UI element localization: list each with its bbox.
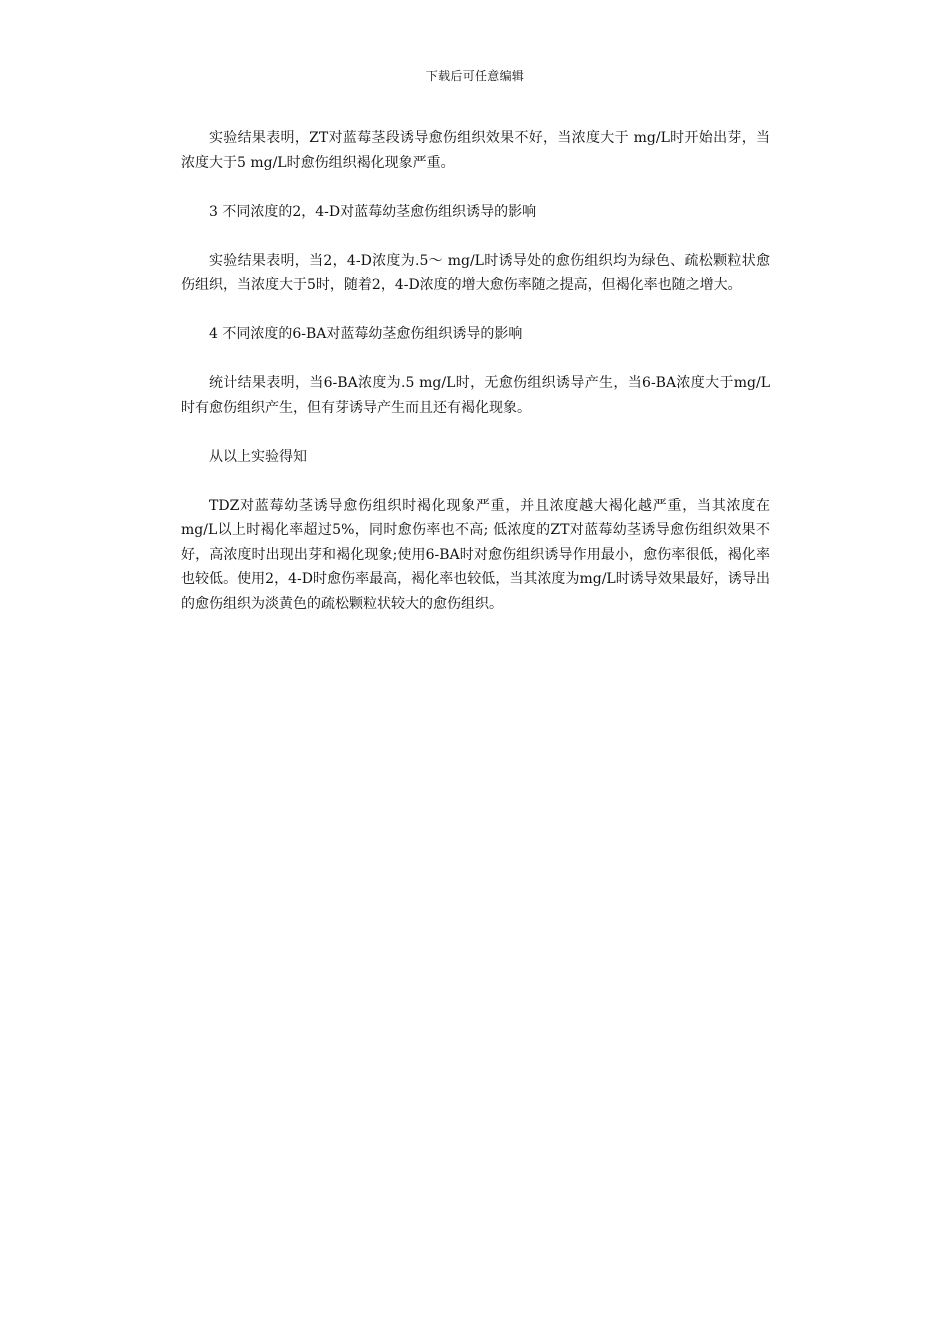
conclusion-intro: 从以上实验得知 xyxy=(209,448,307,465)
paragraph-zt-result: 实验结果表明，ZT对蓝莓茎段诱导愈伤组织效果不好，当浓度大于 mg/L时开始出芽，当浓度大于5 mg/L时愈伤组织褐化现象严重。 xyxy=(181,130,770,171)
section-heading-24d: 3 不同浓度的2，4-D对蓝莓幼茎愈伤组织诱导的影响 xyxy=(209,203,537,220)
document-body xyxy=(181,126,770,641)
page-header-note: 下载后可任意编辑 xyxy=(425,69,525,83)
paragraph-6ba-result: 统计结果表明，当6-BA浓度为.5 mg/L时，无愈伤组织诱导产生，当6-BA浓度大于mg/L时有愈伤组织产生，但有芽诱导产生而且还有褐化现象。 xyxy=(181,375,770,416)
paragraph-conclusion: TDZ对蓝莓幼茎诱导愈伤组织时褐化现象严重，并且浓度越大褐化越严重，当其浓度在mg/L以上时褐化率超过5%，同时愈伤率也不高; 低浓度的ZT对蓝莓幼茎诱导愈伤组织效果不好，高浓度时出现出芽和褐化现象;使用6-BA时对愈伤组织诱导作用最小，愈伤率很低，褐化率也较低。使用2，4-D时愈伤率最高，褐化率也较低，当其浓度为mg/L时诱导效果最好，诱导出的愈伤组织为淡黄色的疏松颗粒状较大的愈伤组织。 xyxy=(181,497,770,612)
paragraph-24d-result: 实验结果表明，当2，4-D浓度为.5～ mg/L时诱导处的愈伤组织均为绿色、疏松颗粒状愈伤组织，当浓度大于5时，随着2，4-D浓度的增大愈伤率随之提高，但褐化率也随之增大。 xyxy=(181,252,770,293)
section-heading-6ba: 4 不同浓度的6-BA对蓝莓幼茎愈伤组织诱导的影响 xyxy=(209,326,523,342)
